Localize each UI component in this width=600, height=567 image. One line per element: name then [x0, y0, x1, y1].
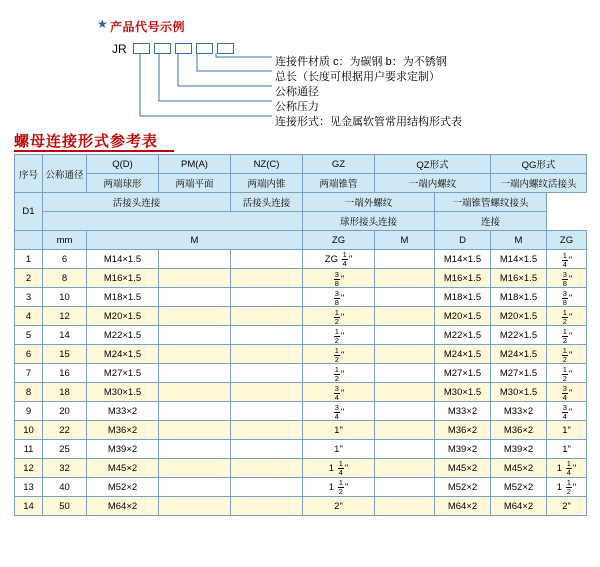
legend-item-material: 连接件材质 c：为碳钢 b：为不锈钢 — [275, 56, 447, 68]
cell-seq: 4 — [15, 307, 43, 326]
cell-seq: 5 — [15, 326, 43, 345]
cell-dn: 12 — [43, 307, 87, 326]
cell-dn: 15 — [43, 345, 87, 364]
header-row-4 — [15, 212, 587, 231]
header-unit-mm: mm — [43, 231, 87, 250]
cell-qg-zg: 1" — [547, 421, 587, 440]
legend-item-length: 总长（长度可根据用户要求定制） — [275, 71, 440, 83]
header-ball-joint-qz: 球形接头连接 — [303, 212, 435, 231]
cell-seq: 13 — [15, 478, 43, 497]
cell-pm — [159, 383, 231, 402]
cell-pm — [159, 326, 231, 345]
cell-qg-m: M64×2 — [491, 497, 547, 516]
cell-pm — [159, 307, 231, 326]
cell-seq: 7 — [15, 364, 43, 383]
cell-qz-d: M39×2 — [435, 440, 491, 459]
header-col-m-qg: M — [491, 231, 547, 250]
cell-qd: M14×1.5 — [87, 250, 159, 269]
cell-nz — [231, 497, 303, 516]
cell-qg-zg: $\frac{3}{8}$ " — [547, 269, 587, 288]
cell-dn: 50 — [43, 497, 87, 516]
cell-seq: 10 — [15, 421, 43, 440]
cell-qg-zg: $\frac{3}{8}$ " — [547, 288, 587, 307]
cell-qz-d: M33×2 — [435, 402, 491, 421]
cell-qz-m — [375, 459, 435, 478]
cell-nz — [231, 307, 303, 326]
header-seq: 序号 — [15, 155, 43, 193]
header-d1: D1 — [15, 193, 43, 231]
cell-qg-m: M14×1.5 — [491, 250, 547, 269]
cell-qz-d: M24×1.5 — [435, 345, 491, 364]
table-row — [15, 288, 587, 307]
table-row — [15, 326, 587, 345]
cell-gz: 1 $\frac{1}{2}$ " — [303, 478, 375, 497]
cell-qd: M24×1.5 — [87, 345, 159, 364]
header-external-thread-qz: 一端外螺纹 — [303, 193, 435, 212]
cell-qg-zg: $\frac{1}{2}$ " — [547, 307, 587, 326]
cell-qg-zg: 1 $\frac{1}{4}$ " — [547, 459, 587, 478]
cell-nz — [231, 364, 303, 383]
cell-seq: 9 — [15, 402, 43, 421]
cell-qz-m — [375, 288, 435, 307]
header-col-zg-qg: ZG — [547, 231, 587, 250]
cell-pm — [159, 345, 231, 364]
table-row — [15, 307, 587, 326]
cell-qg-zg: 1 $\frac{1}{2}$ " — [547, 478, 587, 497]
header-row-1 — [15, 155, 587, 174]
cell-qz-m — [375, 364, 435, 383]
cell-qg-zg: 1" — [547, 440, 587, 459]
cell-qg-m: M33×2 — [491, 402, 547, 421]
cell-dn: 32 — [43, 459, 87, 478]
header-col-zg-gz: ZG — [303, 231, 375, 250]
cell-nz — [231, 250, 303, 269]
header-row-2 — [15, 174, 587, 193]
cell-qz-d: M22×1.5 — [435, 326, 491, 345]
header-union-gz: 活接头连接 — [231, 193, 303, 212]
cell-nz — [231, 383, 303, 402]
section-title-underline — [14, 150, 174, 152]
cell-dn: 22 — [43, 421, 87, 440]
table-row — [15, 345, 587, 364]
section-title: 螺母连接形式参考表 — [14, 133, 159, 150]
cell-qz-m — [375, 326, 435, 345]
cell-qd: M16×1.5 — [87, 269, 159, 288]
cell-qg-m: M22×1.5 — [491, 326, 547, 345]
cell-seq: 2 — [15, 269, 43, 288]
cell-qz-d: M30×1.5 — [435, 383, 491, 402]
cell-qg-zg: $\frac{1}{2}$ " — [547, 364, 587, 383]
cell-qd: M45×2 — [87, 459, 159, 478]
cell-qd: M30×1.5 — [87, 383, 159, 402]
legend-item-nominal-diameter: 公称通径 — [275, 86, 319, 98]
header-connection-qg: 连接 — [435, 212, 547, 231]
cell-pm — [159, 497, 231, 516]
cell-qg-m: M16×1.5 — [491, 269, 547, 288]
cell-gz: ZG $\frac{1}{4}$ " — [303, 250, 375, 269]
header-col-m-qz: M — [375, 231, 435, 250]
table-row — [15, 364, 587, 383]
cell-qg-m: M52×2 — [491, 478, 547, 497]
cell-qz-m — [375, 345, 435, 364]
cell-pm — [159, 269, 231, 288]
cell-qz-m — [375, 440, 435, 459]
cell-qd: M18×1.5 — [87, 288, 159, 307]
cell-qz-d: M16×1.5 — [435, 269, 491, 288]
cell-gz: $\frac{3}{4}$ " — [303, 402, 375, 421]
cell-dn: 40 — [43, 478, 87, 497]
cell-pm — [159, 402, 231, 421]
cell-nz — [231, 345, 303, 364]
cell-qz-m — [375, 269, 435, 288]
header-sub-pm: 两端平面 — [159, 174, 231, 193]
cell-pm — [159, 250, 231, 269]
cell-qg-m: M30×1.5 — [491, 383, 547, 402]
star-icon: ★ — [97, 17, 108, 31]
table-row — [15, 250, 587, 269]
cell-qg-zg: 2" — [547, 497, 587, 516]
header-dn: 公称通径 — [43, 155, 87, 193]
table-row — [15, 383, 587, 402]
cell-qz-m — [375, 250, 435, 269]
cell-pm — [159, 421, 231, 440]
cell-qd: M33×2 — [87, 402, 159, 421]
cell-qd: M36×2 — [87, 421, 159, 440]
cell-qd: M64×2 — [87, 497, 159, 516]
cell-gz: $\frac{1}{2}$ " — [303, 364, 375, 383]
cell-qg-m: M27×1.5 — [491, 364, 547, 383]
cell-dn: 18 — [43, 383, 87, 402]
header-row-5 — [15, 231, 587, 250]
cell-qg-zg: $\frac{1}{2}$ " — [547, 326, 587, 345]
cell-qz-d: M52×2 — [435, 478, 491, 497]
cell-qz-m — [375, 383, 435, 402]
header-sub-gz: 两端锥管 — [303, 174, 375, 193]
cell-qz-d: M27×1.5 — [435, 364, 491, 383]
nut-connection-table — [14, 154, 587, 516]
cell-pm — [159, 459, 231, 478]
cell-nz — [231, 440, 303, 459]
cell-qg-m: M24×1.5 — [491, 345, 547, 364]
table-row — [15, 459, 587, 478]
legend-item-connection-form: 连接形式：见金属软管常用结构形式表 — [275, 116, 462, 128]
table-head — [15, 155, 587, 250]
header-group-pm: PM(A) — [159, 155, 231, 174]
cell-qz-d: M14×1.5 — [435, 250, 491, 269]
header-group-nz: NZ(C) — [231, 155, 303, 174]
cell-seq: 12 — [15, 459, 43, 478]
cell-pm — [159, 478, 231, 497]
header-group-gz: GZ — [303, 155, 375, 174]
cell-qg-m: M39×2 — [491, 440, 547, 459]
header-sub-qz: 一端内螺纹 — [375, 174, 491, 193]
table-row — [15, 421, 587, 440]
cell-qg-zg: $\frac{1}{4}$ " — [547, 250, 587, 269]
cell-gz: $\frac{3}{8}$ " — [303, 288, 375, 307]
cell-gz: $\frac{1}{2}$ " — [303, 326, 375, 345]
cell-qz-d: M18×1.5 — [435, 288, 491, 307]
cell-pm — [159, 364, 231, 383]
header-group-qg: QG形式 — [491, 155, 587, 174]
cell-qz-d: M20×1.5 — [435, 307, 491, 326]
header-sub-qg: 一端内螺纹活接头 — [491, 174, 587, 193]
cell-gz: 1" — [303, 421, 375, 440]
cell-qz-m — [375, 402, 435, 421]
cell-qg-m: M20×1.5 — [491, 307, 547, 326]
cell-nz — [231, 478, 303, 497]
header-col-m-left: M — [87, 231, 303, 250]
header-seq-blank — [15, 231, 43, 250]
cell-gz: 1" — [303, 440, 375, 459]
cell-nz — [231, 402, 303, 421]
cell-nz — [231, 288, 303, 307]
cell-gz: $\frac{3}{8}$ " — [303, 269, 375, 288]
header-row-3 — [15, 193, 587, 212]
cell-nz — [231, 421, 303, 440]
table-row — [15, 269, 587, 288]
cell-nz — [231, 269, 303, 288]
product-code-legend — [0, 0, 600, 128]
cell-qz-d: M45×2 — [435, 459, 491, 478]
cell-seq: 14 — [15, 497, 43, 516]
cell-qd: M20×1.5 — [87, 307, 159, 326]
legend-item-nominal-pressure: 公称压力 — [275, 101, 319, 113]
header-group-qz: QZ形式 — [375, 155, 491, 174]
cell-seq: 8 — [15, 383, 43, 402]
legend-prefix: JR — [112, 42, 127, 56]
table-body — [15, 250, 587, 516]
header-blank-left — [43, 212, 303, 231]
cell-qg-zg: $\frac{1}{2}$ " — [547, 345, 587, 364]
cell-seq: 1 — [15, 250, 43, 269]
header-col-d-qz: D — [435, 231, 491, 250]
cell-gz: $\frac{1}{2}$ " — [303, 345, 375, 364]
cell-qg-m: M36×2 — [491, 421, 547, 440]
cell-qd: M52×2 — [87, 478, 159, 497]
table-row — [15, 497, 587, 516]
cell-qg-zg: $\frac{3}{4}$ " — [547, 402, 587, 421]
table-row — [15, 478, 587, 497]
cell-qg-m: M45×2 — [491, 459, 547, 478]
cell-dn: 16 — [43, 364, 87, 383]
cell-seq: 11 — [15, 440, 43, 459]
cell-gz: 2" — [303, 497, 375, 516]
cell-qg-zg: $\frac{3}{4}$ " — [547, 383, 587, 402]
cell-qd: M39×2 — [87, 440, 159, 459]
header-taper-union-qg: 一端锥管螺纹接头 — [435, 193, 547, 212]
cell-nz — [231, 459, 303, 478]
cell-seq: 3 — [15, 288, 43, 307]
cell-qz-m — [375, 307, 435, 326]
cell-dn: 25 — [43, 440, 87, 459]
cell-qz-m — [375, 421, 435, 440]
cell-pm — [159, 288, 231, 307]
cell-gz: $\frac{3}{4}$ " — [303, 383, 375, 402]
cell-qz-d: M64×2 — [435, 497, 491, 516]
table-row — [15, 440, 587, 459]
cell-dn: 8 — [43, 269, 87, 288]
legend-title: 产品代号示例 — [110, 20, 186, 34]
cell-dn: 10 — [43, 288, 87, 307]
cell-qz-d: M36×2 — [435, 421, 491, 440]
cell-qg-m: M18×1.5 — [491, 288, 547, 307]
header-sub-nz: 两端内锥 — [231, 174, 303, 193]
cell-seq: 6 — [15, 345, 43, 364]
cell-pm — [159, 440, 231, 459]
cell-gz: 1 $\frac{1}{4}$ " — [303, 459, 375, 478]
header-group-qd: Q(D) — [87, 155, 159, 174]
cell-dn: 20 — [43, 402, 87, 421]
table-row — [15, 402, 587, 421]
cell-dn: 6 — [43, 250, 87, 269]
cell-qz-m — [375, 478, 435, 497]
cell-dn: 14 — [43, 326, 87, 345]
cell-nz — [231, 326, 303, 345]
cell-qz-m — [375, 497, 435, 516]
header-sub-qd: 两端球形 — [87, 174, 159, 193]
cell-gz: $\frac{1}{2}$ " — [303, 307, 375, 326]
header-union-left: 活接头连接 — [43, 193, 231, 212]
cell-qd: M22×1.5 — [87, 326, 159, 345]
cell-qd: M27×1.5 — [87, 364, 159, 383]
